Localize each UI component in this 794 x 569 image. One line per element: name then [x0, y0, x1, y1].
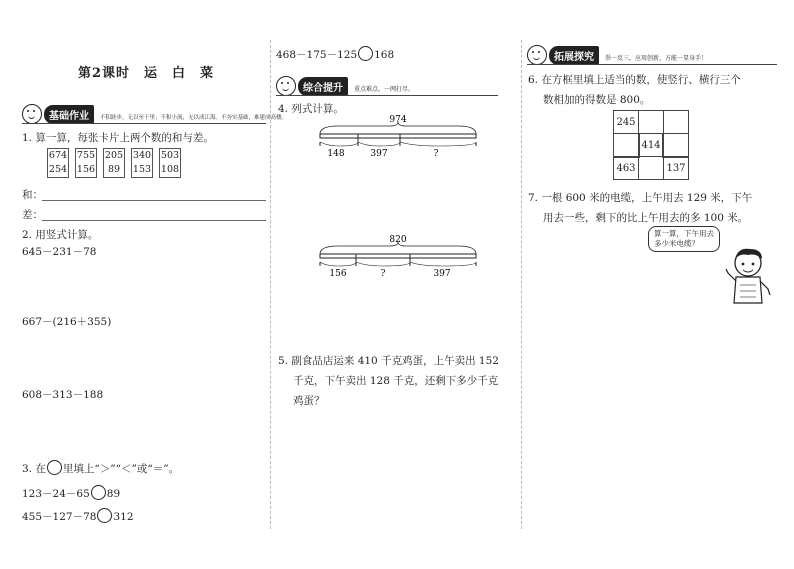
diagram-part: 397	[433, 269, 451, 279]
banner-rule	[527, 64, 777, 65]
diff-label: 差：	[22, 209, 43, 221]
grid-cell-input[interactable]	[638, 110, 664, 134]
compare-circle-input[interactable]	[91, 485, 106, 500]
number-card: 205 89	[103, 148, 125, 178]
banner-subtitle: 重点难点，一网打尽。	[354, 86, 415, 93]
grid-cell: 245	[613, 110, 639, 134]
q3-item: 123－24－65 89	[22, 485, 120, 501]
diagram-part: ?	[380, 269, 386, 279]
number-card: 755 156	[75, 148, 97, 178]
banner-label: 拓展探究	[549, 46, 599, 65]
number-card: 340 153	[131, 148, 153, 178]
compare-circle-input[interactable]	[358, 46, 373, 61]
number-card: 674 254	[47, 148, 69, 178]
q5-line: 鸡蛋？	[293, 395, 325, 407]
sum-answer-line[interactable]	[42, 200, 266, 201]
grid-cell: 137	[663, 156, 689, 180]
diagram-part: ?	[433, 149, 439, 159]
diagram-total: 974	[389, 115, 407, 125]
q1-text: 1. 算一算，每张卡片上两个数的和与差。	[22, 132, 214, 144]
q6-line: 6. 在方框里填上适当的数，使竖行、横行三个	[528, 74, 741, 86]
q5-line: 5. 副食品店运来 410 千克鸡蛋，上午卖出 152	[278, 355, 499, 367]
q5-line: 千克，下午卖出 128 千克，还剩下多少千克	[293, 375, 499, 387]
column-divider-left	[270, 40, 271, 529]
grid-cell: 463	[613, 156, 639, 180]
boy-cartoon-icon	[726, 245, 774, 310]
speech-bubble: 算一算，下午用去 多少米电缆？	[648, 226, 720, 252]
banner-comp	[276, 76, 498, 96]
sum-label: 和：	[22, 189, 43, 201]
diff-answer-line[interactable]	[42, 220, 266, 221]
q7-line: 7. 一根 600 米的电缆，上午用去 129 米，下午	[528, 192, 753, 204]
q3-item: 468－175－125 168	[276, 46, 394, 62]
grid-cell-input[interactable]	[638, 156, 664, 180]
diagram-part: 156	[329, 269, 347, 279]
compare-circle-icon	[47, 460, 62, 475]
banner-basic	[22, 104, 288, 124]
diagram-part: 397	[370, 149, 388, 159]
line-segment-diagram-1	[318, 112, 478, 165]
banner-subtitle: 不积跬步，无以至千里；不积小流，无以成江海。不夯实基础，难建成高楼。	[100, 115, 288, 121]
banner-rule	[22, 123, 266, 124]
banner-subtitle: 举一反三，应用创新，方能一显身手！	[605, 55, 708, 62]
mascot-icon	[276, 76, 296, 96]
banner-label: 综合提升	[298, 77, 348, 96]
q2-expression: 608－313－188	[22, 389, 104, 401]
banner-label: 基础作业	[44, 105, 94, 124]
number-card: 503 108	[159, 148, 181, 178]
grid-cell-input[interactable]	[662, 133, 689, 158]
q1-cards	[47, 148, 181, 178]
mascot-icon	[22, 104, 42, 124]
diagram-total: 820	[389, 235, 407, 245]
q6-line: 数相加的得数是 800。	[543, 94, 651, 106]
q2-text: 2. 用竖式计算。	[22, 229, 99, 241]
q3-item: 455－127－78 312	[22, 508, 134, 524]
compare-circle-input[interactable]	[97, 508, 112, 523]
page-title: 第2课时 运 白 菜	[78, 66, 215, 81]
banner-rule	[276, 95, 498, 96]
banner-ext	[527, 45, 777, 65]
line-segment-diagram-2	[318, 232, 478, 285]
column-divider-right	[521, 40, 522, 529]
grid-cell-input[interactable]	[663, 110, 689, 134]
mascot-icon	[527, 45, 547, 65]
grid-cell-input[interactable]	[613, 133, 640, 158]
grid-cell: 414	[638, 133, 664, 157]
q4-text: 4. 列式计算。	[278, 103, 344, 115]
diagram-part: 148	[327, 149, 345, 159]
q2-expression: 645－231－78	[22, 246, 97, 258]
q2-expression: 667－(216＋355)	[22, 316, 112, 328]
q7-line: 用去一些，剩下的比上午用去的多 100 米。	[543, 212, 749, 224]
q3-text: 3. 在 里填上“＞”“＜”或“＝”。	[22, 460, 179, 476]
